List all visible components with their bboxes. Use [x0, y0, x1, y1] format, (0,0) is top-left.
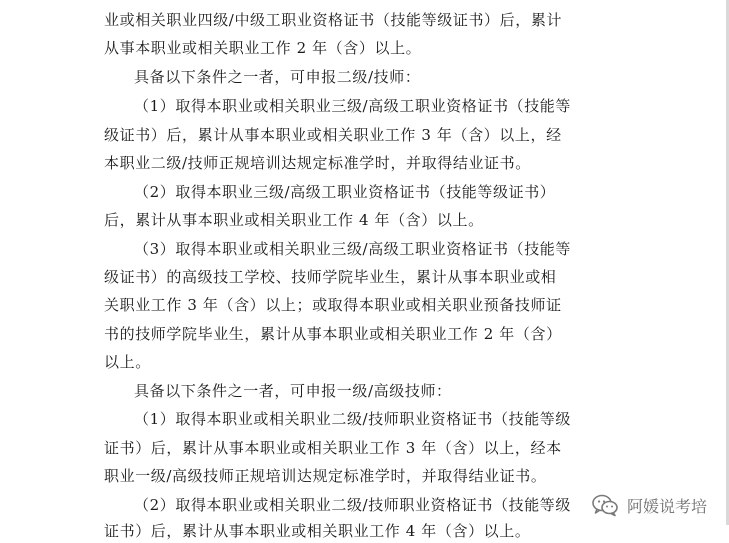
text-line-10: 级证书）的高级技工学校、技师学院毕业生，累计从事本职业或相: [104, 268, 557, 286]
text-line-5: 级证书）后，累计从事本职业或相关职业工作 3 年（含）以上，经: [104, 126, 562, 144]
section-heading-technician: 具备以下条件之一者，可申报二级/技师：: [134, 68, 421, 86]
text-line-19: 证书）后，累计从事本职业或相关职业工作 4 年（含）以上。: [104, 522, 531, 540]
text-line-1: 业或相关职业四级/中级工职业资格证书（技能等级证书）后，累计: [104, 11, 563, 29]
text-line-11: 关职业工作 3 年（含）以上；或取得本职业或相关职业预备技师证: [104, 296, 562, 314]
wechat-icon: [591, 493, 619, 517]
section-heading-senior-technician: 具备以下条件之一者，可申报一级/高级技师：: [134, 382, 452, 400]
text-line-2: 从事本职业或相关职业工作 2 年（含）以上。: [104, 39, 422, 57]
text-line-6: 本职业二级/技师正规培训达规定标准学时，并取得结业证书。: [104, 154, 531, 172]
text-line-12: 书的技师学院毕业生，累计从事本职业或相关职业工作 2 年（含）: [104, 325, 562, 343]
wechat-watermark: [591, 491, 707, 519]
text-line-18: （2）取得本职业或相关职业二级/技师职业资格证书（技能等级: [134, 496, 571, 514]
watermark-text: 阿媛说考培: [626, 496, 707, 516]
text-line-15: （1）取得本职业或相关职业二级/技师职业资格证书（技能等级: [134, 410, 571, 428]
text-line-7: （2）取得本职业三级/高级工职业资格证书（技能等级证书）: [134, 183, 556, 201]
text-line-16: 证书）后，累计从事本职业或相关职业工作 3 年（含）以上，经本: [104, 439, 562, 457]
text-line-17: 职业一级/高级技师正规培训达规定标准学时，并取得结业证书。: [104, 467, 547, 485]
text-line-9: （3）取得本职业或相关职业三级/高级工职业资格证书（技能等: [134, 240, 571, 258]
text-line-4: （1）取得本职业或相关职业三级/高级工职业资格证书（技能等: [134, 97, 571, 115]
text-line-13: 以上。: [104, 353, 151, 371]
text-line-8: 后，累计从事本职业或相关职业工作 4 年（含）以上。: [104, 211, 484, 229]
